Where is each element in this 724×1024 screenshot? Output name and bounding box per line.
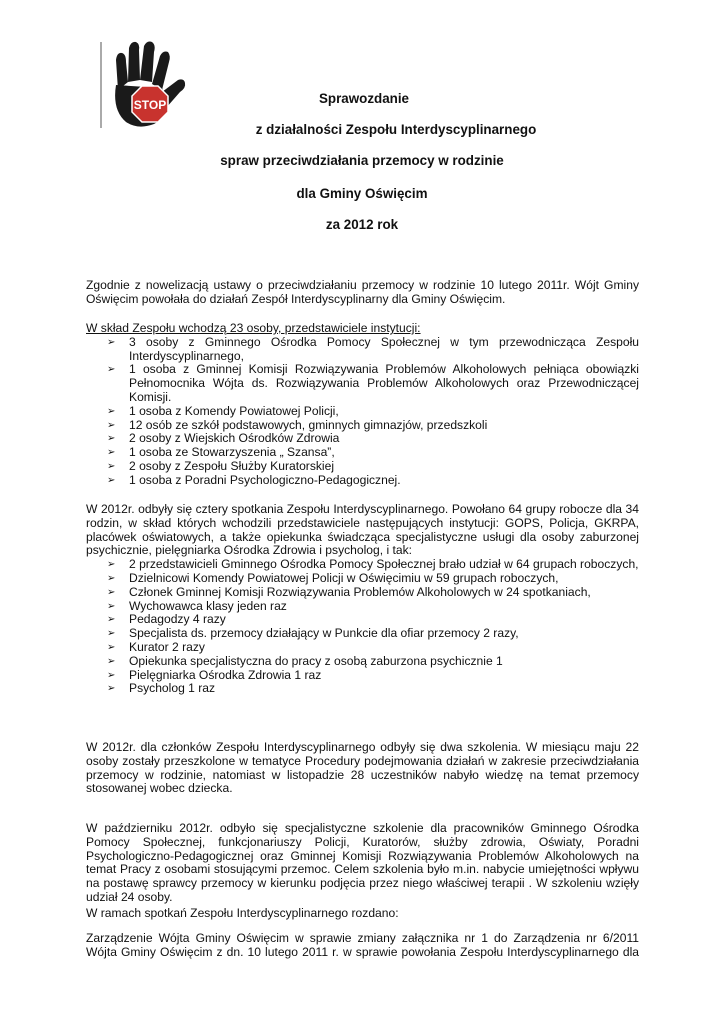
composition-section xyxy=(86,322,639,488)
title-line-4: dla Gminy Oświęcim xyxy=(296,186,428,201)
order-paragraph xyxy=(86,932,639,960)
list-item: ➢ Specjalista ds. przemocy działający w Punkcie dla ofiar przemocy 2 razy, xyxy=(107,626,519,641)
training-paragraph-1: W 2012r. dla członków Zespołu Interdyscyplinarnego odbyły się dwa szkolenia. W miesiącu maju 22 osoby zostały przeszkolone w tematyce Procedury podejmowania działań w zakresie przeciwdziałania przemocy w rodzinie, natomiast w listopadzie 28 uczestników nabyło wiedzę na temat przemocy stosowanej wobec dziecka. xyxy=(86,740,639,796)
list-item: ➢ 2 przedstawicieli Gminnego Ośrodka Pomocy Społecznej brało udział w 64 grupach roboczych, xyxy=(107,557,639,572)
intro-line-1: Zgodnie z nowelizacją ustawy o przeciwdziałaniu przemocy w rodzinie 10 lutego 2011r. Wójt Gminy xyxy=(86,278,639,292)
arrow-bullet-icon: ➢ xyxy=(107,460,116,472)
arrow-bullet-icon: ➢ xyxy=(107,655,116,667)
composition-list xyxy=(86,336,639,488)
arrow-bullet-icon: ➢ xyxy=(107,572,116,584)
arrow-bullet-icon: ➢ xyxy=(107,447,116,459)
title-line-5: za 2012 rok xyxy=(325,217,399,232)
intro-line-2: Oświęcim powołała do działań Zespół Interdyscyplinarny dla Gminy Oświęcim. xyxy=(86,291,506,306)
stop-sign-text: STOP xyxy=(133,98,167,112)
list-item: ➢ Psycholog 1 raz xyxy=(107,681,216,696)
arrow-bullet-icon: ➢ xyxy=(107,628,116,640)
arrow-bullet-icon: ➢ xyxy=(107,405,116,417)
arrow-bullet-icon: ➢ xyxy=(107,364,116,376)
title-line-1: Sprawozdanie xyxy=(318,91,410,106)
arrow-bullet-icon: ➢ xyxy=(107,641,116,653)
title-line-3: spraw przeciwdziałania przemocy w rodzinie xyxy=(220,153,504,168)
composition-heading: W skład Zespołu wchodzą 23 osoby, przedstawiciele instytucji: xyxy=(86,321,421,335)
arrow-bullet-icon: ➢ xyxy=(107,433,116,445)
list-item: ➢ 1 osoba ze Stowarzyszenia „ Szansa”, xyxy=(107,445,335,460)
list-item: ➢ 2 osoby z Zespołu Służby Kuratorskiej xyxy=(107,458,335,473)
arrow-bullet-icon: ➢ xyxy=(107,614,116,626)
list-item: ➢ Wychowawca klasy jeden raz xyxy=(107,598,287,613)
list-item: ➢ Pedagodzy 4 razy xyxy=(107,612,226,627)
list-item: ➢ 2 osoby z Wiejskich Ośrodków Zdrowia xyxy=(107,431,340,446)
list-item: ➢ Opiekunka specjalistyczna do pracy z osobą zaburzona psychicznie 1 xyxy=(107,653,503,668)
order-line-2: Wójta Gminy Oświęcim z dn. 10 lutego 2011 r. w sprawie powołania Zespołu Interdyscyplinarnego dla xyxy=(86,944,639,959)
list-item: ➢ Członek Gminnej Komisji Rozwiązywania Problemów Alkoholowych w 24 spotkaniach, xyxy=(107,584,591,599)
arrow-bullet-icon: ➢ xyxy=(107,683,116,695)
list-item: ➢ 3 osoby z Gminnego Ośrodka Pomocy Społecznej w tym przewodnicząca Zespołu Interdyscyplinarnego, xyxy=(107,334,639,363)
arrow-bullet-icon: ➢ xyxy=(107,559,116,571)
list-item: ➢ Kurator 2 razy xyxy=(107,639,205,654)
training-paragraph-2: W październiku 2012r. odbyło się specjalistyczne szkolenie dla pracowników Gminnego Ośrodka Pomocy Społecznej, funkcjonariuszy Policji, Kuratorów, służby zdrowia, Oświaty, Poradni Psychologiczno-Pedagogicznej oraz Gminnej Komisji Rozwiązywania Problemów Alkoholowych na temat Pracy z osobami stosującymi przemoc. Celem szkolenia było m.in. nabycie umiejętności wpływu na postawę sprawcy przemocy w kierunku podjęcia przez niego właściwej terapii . W szkoleniu wzięły udział 24 osoby. xyxy=(86,821,639,904)
arrow-bullet-icon: ➢ xyxy=(107,336,116,348)
title-line-2: z działalności Zespołu Interdyscyplinarnego xyxy=(255,122,537,137)
arrow-bullet-icon: ➢ xyxy=(107,600,116,612)
meetings-list xyxy=(86,558,639,696)
resolved-paragraph: W ramach spotkań Zespołu Interdyscyplinarnego rozdano: xyxy=(86,906,399,920)
arrow-bullet-icon: ➢ xyxy=(107,669,116,681)
stop-hand-logo xyxy=(98,40,190,130)
list-item: ➢ 12 osób ze szkół podstawowych, gminnych gimnazjów, przedszkoli xyxy=(107,417,488,432)
list-item: ➢ Pielęgniarka Ośrodka Zdrowia 1 raz xyxy=(107,667,322,682)
list-item: ➢ 1 osoba z Gminnej Komisji Rozwiązywania Problemów Alkoholowych pełniąca obowiązki Pełnomocnika Wójta ds. Rozwiązywania Problemów Alkoholowych oraz Przewodniczącej Komisji. xyxy=(107,362,639,404)
order-line-1: Zarządzenie Wójta Gminy Oświęcim w sprawie zmiany załącznika nr 1 do Zarządzenia nr 6/2011 xyxy=(86,931,639,945)
list-item: ➢ Dzielnicowi Komendy Powiatowej Policji w Oświęcimiu w 59 grupach roboczych, xyxy=(107,570,559,585)
list-item: ➢ 1 osoba z Poradni Psychologiczno-Pedagogicznej. xyxy=(107,472,401,487)
intro-paragraph xyxy=(86,279,639,307)
arrow-bullet-icon: ➢ xyxy=(107,586,116,598)
meetings-paragraph: W 2012r. odbyły się cztery spotkania Zespołu Interdyscyplinarnego. Powołano 64 grupy robocze dla 34 rodzin, w skład których wchodzili przedstawiciele następujących instytucji: GOPS, Policja, GKRPA, placówek oświatowych, a także opiekunka świadcząca specjalistyczne usługi dla osoby zaburzonej psychicznie, pielęgniarka Ośrodka Zdrowia i psycholog, i tak: xyxy=(86,502,639,558)
arrow-bullet-icon: ➢ xyxy=(107,474,116,486)
arrow-bullet-icon: ➢ xyxy=(107,419,116,431)
list-item: ➢ 1 osoba z Komendy Powiatowej Policji, xyxy=(107,403,339,418)
meetings-section xyxy=(86,503,639,696)
